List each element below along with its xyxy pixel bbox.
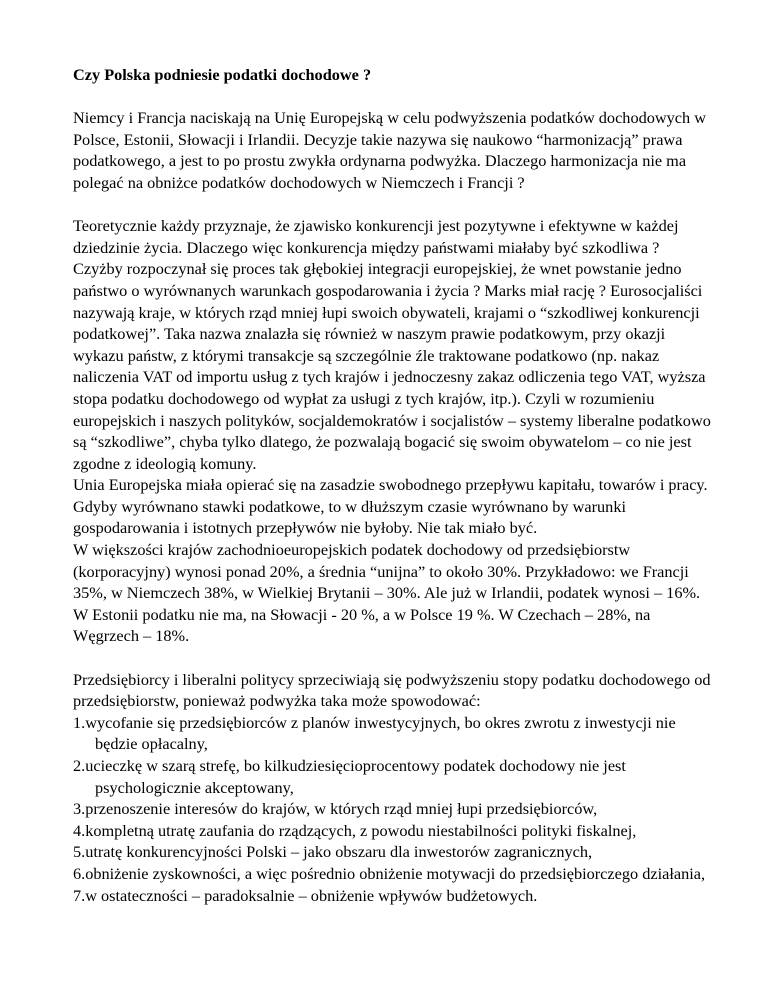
paragraph-gap bbox=[73, 647, 713, 669]
document-page bbox=[73, 64, 713, 906]
paragraph-consequences-intro: Przedsiębiorcy i liberalni politycy sprzeciwiają się podwyższeniu stopy podatku dochodowego od przedsiębiorstw, ponieważ podwyżka taka może spowodować: bbox=[73, 669, 711, 711]
list-item: 5.utratę konkurencyjności Polski – jako obszaru dla inwestorów zagranicznych, bbox=[73, 842, 593, 862]
list-item: 3.przenoszenie interesów do krajów, w których rząd mniej łupi przedsiębiorców, bbox=[73, 799, 598, 819]
paragraph-intro: Niemcy i Francja naciskają na Unię Europejską w celu podwyższenia podatków dochodowych w Polsce, Estonii, Słowacji i Irlandii. Decyzje takie nazywa się naukowo “harmonizacją” prawa podatkowego, a jest to po prostu zwykła ordynarna podwyżka. Dlaczego harmonizacja nie ma polegać na obniżce podatków dochodowych w Niemczech i Francji ? bbox=[73, 108, 706, 192]
paragraph-gap bbox=[73, 194, 713, 216]
list-item: 7.w ostateczności – paradoksalnie – obniżenie wpływów budżetowych. bbox=[73, 885, 538, 905]
paragraph-eu-principles: Unia Europejska miała opierać się na zasadzie swobodnego przepływu kapitału, towarów i pracy. Gdyby wyrównano stawki podatkowe, to w dłuższym czasie wyrównano by warunki gospodarowania i istotnych przepływów nie byłoby. Nie tak miało być. bbox=[73, 475, 708, 538]
paragraph-tax-rates: W większości krajów zachodnioeuropejskich podatek dochodowy od przedsiębiorstw (korporacyjny) wynosi ponad 20%, a średnia “unijna” to około 30%. Przykładowo: we Francji 35%, w Niemczech 38%, w Wielkiej Brytanii – 30%. Ale już w Irlandii, podatek wynosi – 16%. W Estonii podatku nie ma, na Słowacji - 20 %, a w Polsce 19 %. W Czechach – 28%, na Węgrzech – 18%. bbox=[73, 540, 701, 646]
document-title: Czy Polska podniesie podatki dochodowe ? bbox=[73, 65, 372, 84]
list-item: 1.wycofanie się przedsiębiorców z planów inwestycyjnych, bo okres zwrotu z inwestycji nie będzie opłacalny, bbox=[73, 712, 676, 754]
list-item: 2.ucieczkę w szarą strefę, bo kilkudziesięcioprocentowy podatek dochodowy nie jest psychologicznie akceptowany, bbox=[73, 756, 626, 797]
list-item: 4.kompletną utratę zaufania do rządzących, z powodu niestabilności polityki fiskalnej, bbox=[73, 820, 637, 840]
list-item: 6.obniżenie zyskowności, a więc pośrednio obniżenie motywacji do przedsiębiorczego działania, bbox=[73, 863, 706, 883]
paragraph-competition: Teoretycznie każdy przyznaje, że zjawisko konkurencji jest pozytywne i efektywne w każdej dziedzinie życia. Dlaczego więc konkurencja między państwami miałaby być szkodliwa ? Czyżby rozpoczynał się proces tak głębokiej integracji europejskiej, że wnet powstanie jedno państwo o wyrównanych warunkach gospodarowania i życia ? Marks miał rację ? Eurosocjaliści nazywają kraje, w których rząd mniej łupi swoich obywateli, krajami o “szkodliwej konkurencji podatkowej”. Taka nazwa znalazła się również w naszym prawie podatkowym, przy okazji wykazu państw, z którymi transakcje są szczególnie źle traktowane podatkowo (np. nakaz naliczenia VAT od importu usług z tych krajów i jednoczesny zakaz odliczenia tego VAT, wyższa stopa podatku dochodowego od wypłat za usługi z tych krajów, itp.). Czyli w rozumieniu europejskich i naszych polityków, socjaldemokratów i socjalistów – systemy liberalne podatkowo są “szkodliwe”, chyba tylko dlatego, że pozwalają bogacić się swoim obywatelom – co nie jest zgodne z ideologią komuny. bbox=[73, 216, 711, 473]
consequences-list bbox=[73, 712, 713, 906]
